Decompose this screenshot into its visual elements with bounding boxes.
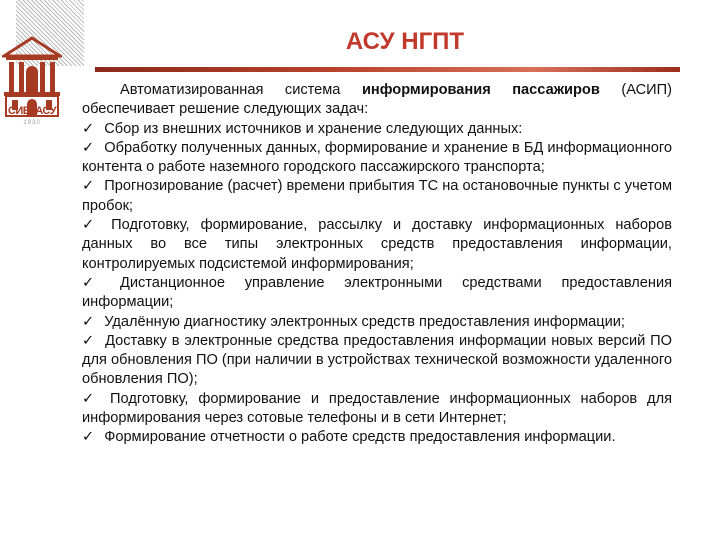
intro-paragraph: Автоматизированная система информирования пассажиров (АСИП) обеспечивает решение следующих задач:: [82, 82, 672, 118]
check-icon: ✓: [82, 217, 102, 234]
list-item-text: Сбор из внешних источников и хранение следующих данных:: [104, 120, 523, 137]
list-item-text: Обработку полученных данных, формирование и хранение в БД информационного контента о работе наземного городского пассажирского транспорта;: [82, 139, 672, 176]
list-item: [82, 390, 672, 429]
list-item-text: Формирование отчетности о работе средств предоставления информации.: [104, 429, 616, 446]
check-icon: ✓: [82, 139, 95, 156]
list-item: [82, 313, 672, 332]
check-icon: ✓: [82, 274, 110, 291]
list-item-text: Дистанционное управление электронными средствами предоставления информации;: [82, 274, 672, 311]
list-item-text: Доставку в электронные средства предоставления информации новых версий ПО для обновления ПО (при наличии в устройствах технической возможности удаленного обновления ПО);: [82, 332, 672, 388]
check-icon: ✓: [82, 429, 95, 446]
list-item: [82, 332, 672, 390]
list-item: [82, 428, 672, 447]
check-icon: ✓: [82, 313, 95, 330]
list-item: [82, 120, 672, 139]
check-icon: ✓: [82, 178, 95, 195]
logo-name: СИБГАСУ: [7, 105, 57, 117]
list-item: [82, 216, 672, 274]
list-item-text: Подготовку, формирование и предоставление информационных наборов для информирования через сотовые телефоны и в сети Интернет;: [82, 390, 672, 427]
list-item: [82, 139, 672, 178]
list-item-text: Удалённую диагностику электронных средств предоставления информации;: [104, 313, 625, 330]
list-item: [82, 177, 672, 216]
check-icon: ✓: [82, 332, 96, 349]
check-icon: ✓: [82, 390, 101, 407]
slide-content: [82, 81, 672, 448]
logo-year: 1930: [23, 120, 41, 126]
list-item: [82, 274, 672, 313]
list-item-text: Подготовку, формирование, рассылку и доставку информационных наборов данных во все типы электронных средств предоставления информации, контролируемых подсистемой информирования;: [82, 217, 673, 272]
check-icon: ✓: [82, 120, 95, 137]
slide-title: АСУ НГПТ: [345, 28, 465, 55]
title-divider: [95, 67, 680, 72]
list-item-text: Прогнозирование (расчет) времени прибытия ТС на остановочные пункты с учетом пробок;: [82, 178, 672, 214]
